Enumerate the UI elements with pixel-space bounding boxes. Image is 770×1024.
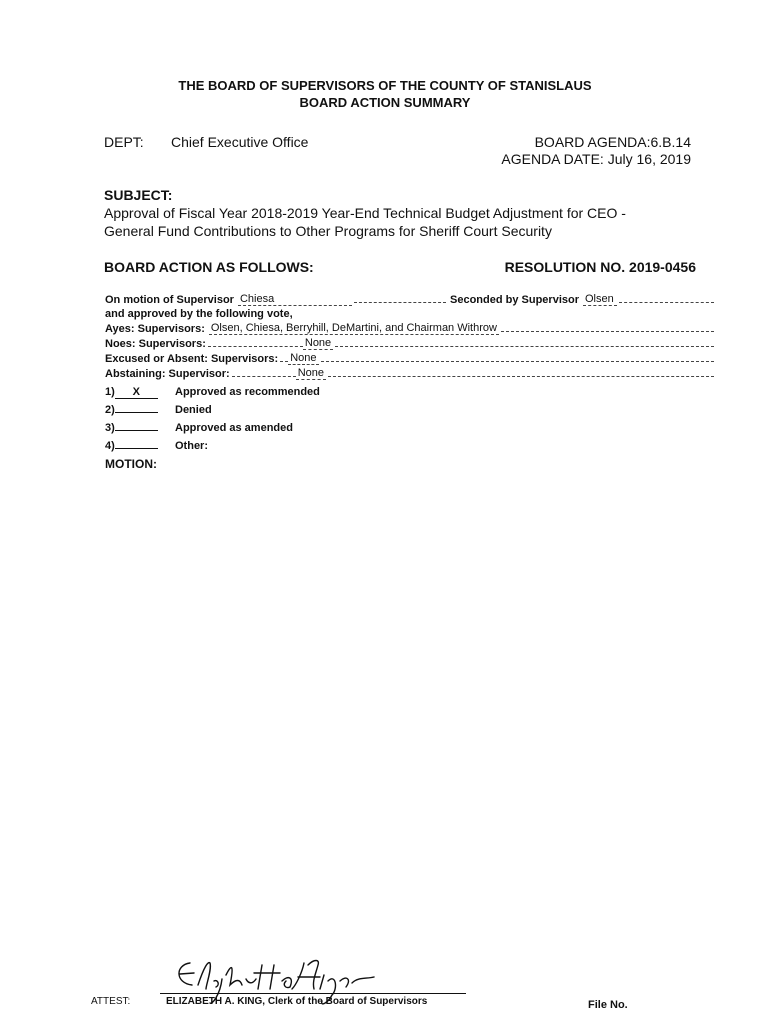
- seconded-label: Seconded by Supervisor: [450, 294, 579, 306]
- option-3-label: Approved as amended: [175, 422, 293, 434]
- clerk-name: ELIZABETH A. KING, Clerk of the Board of Supervisors: [166, 996, 428, 1007]
- resolution-number: RESOLUTION NO. 2019-0456: [504, 259, 696, 275]
- option-3-num: 3): [105, 422, 115, 434]
- board-action-label: BOARD ACTION AS FOLLOWS:: [104, 259, 314, 275]
- excused-row: [105, 352, 714, 365]
- excused-dash-1: [280, 361, 288, 362]
- abstaining-label: Abstaining: Supervisor:: [105, 368, 230, 380]
- ayes-label: Ayes: Supervisors:: [105, 323, 205, 335]
- dept-value: Chief Executive Office: [171, 134, 309, 150]
- header-subtitle: BOARD ACTION SUMMARY: [299, 95, 471, 110]
- motion-by: Chiesa: [238, 293, 352, 306]
- seconded-dash: [619, 302, 714, 303]
- motion-label: On motion of Supervisor: [105, 294, 234, 306]
- subject-line-1: Approval of Fiscal Year 2018-2019 Year-End Technical Budget Adjustment for CEO -: [104, 205, 626, 221]
- option-4: [105, 440, 208, 452]
- noes-dash-1: [208, 346, 303, 347]
- subject-label: SUBJECT:: [104, 187, 173, 203]
- option-2-mark: [115, 412, 158, 413]
- option-4-mark: [115, 448, 158, 449]
- option-2: [105, 404, 212, 416]
- header-title: THE BOARD OF SUPERVISORS OF THE COUNTY OF STANISLAUS: [178, 78, 592, 93]
- file-number-label: File No.: [588, 999, 628, 1011]
- option-1-label: Approved as recommended: [175, 386, 320, 398]
- attest-label: ATTEST:: [91, 996, 131, 1007]
- excused-label: Excused or Absent: Supervisors:: [105, 353, 279, 365]
- abstaining-row: [105, 367, 714, 380]
- agenda-date: AGENDA DATE: July 16, 2019: [501, 151, 691, 167]
- option-3-mark: [115, 430, 158, 431]
- option-4-num: 4): [105, 440, 115, 452]
- noes-label: Noes: Supervisors:: [105, 338, 206, 350]
- ayes-dash: [501, 331, 714, 332]
- option-2-num: 2): [105, 404, 115, 416]
- noes-row: [105, 337, 714, 350]
- motion-label: MOTION:: [105, 457, 157, 471]
- subject-line-2: General Fund Contributions to Other Programs for Sheriff Court Security: [104, 223, 552, 239]
- ayes-row: [105, 322, 714, 335]
- abstaining-dash-1: [232, 376, 296, 377]
- noes-dash-2: [335, 346, 714, 347]
- board-agenda: BOARD AGENDA:6.B.14: [534, 134, 691, 150]
- option-1-num: 1): [105, 386, 115, 398]
- noes-value: None: [304, 337, 332, 349]
- option-1: [105, 386, 320, 399]
- signature-line: [160, 993, 466, 994]
- excused-value: None: [290, 352, 317, 364]
- abstaining-dash-2: [328, 376, 714, 377]
- option-1-mark: X: [115, 386, 158, 399]
- excused-dash-2: [321, 361, 715, 362]
- motion-row: [105, 293, 714, 306]
- option-2-label: Denied: [175, 404, 212, 416]
- option-3: [105, 422, 293, 434]
- dept-label: DEPT:: [104, 134, 144, 150]
- motion-dash: [354, 302, 446, 303]
- option-4-label: Other:: [175, 440, 208, 452]
- abstaining-value: None: [297, 367, 324, 379]
- approved-vote-line: and approved by the following vote,: [105, 308, 293, 320]
- ayes-value: Olsen, Chiesa, Berryhill, DeMartini, and Chairman Withrow: [210, 322, 497, 334]
- seconded-by: Olsen: [583, 293, 617, 306]
